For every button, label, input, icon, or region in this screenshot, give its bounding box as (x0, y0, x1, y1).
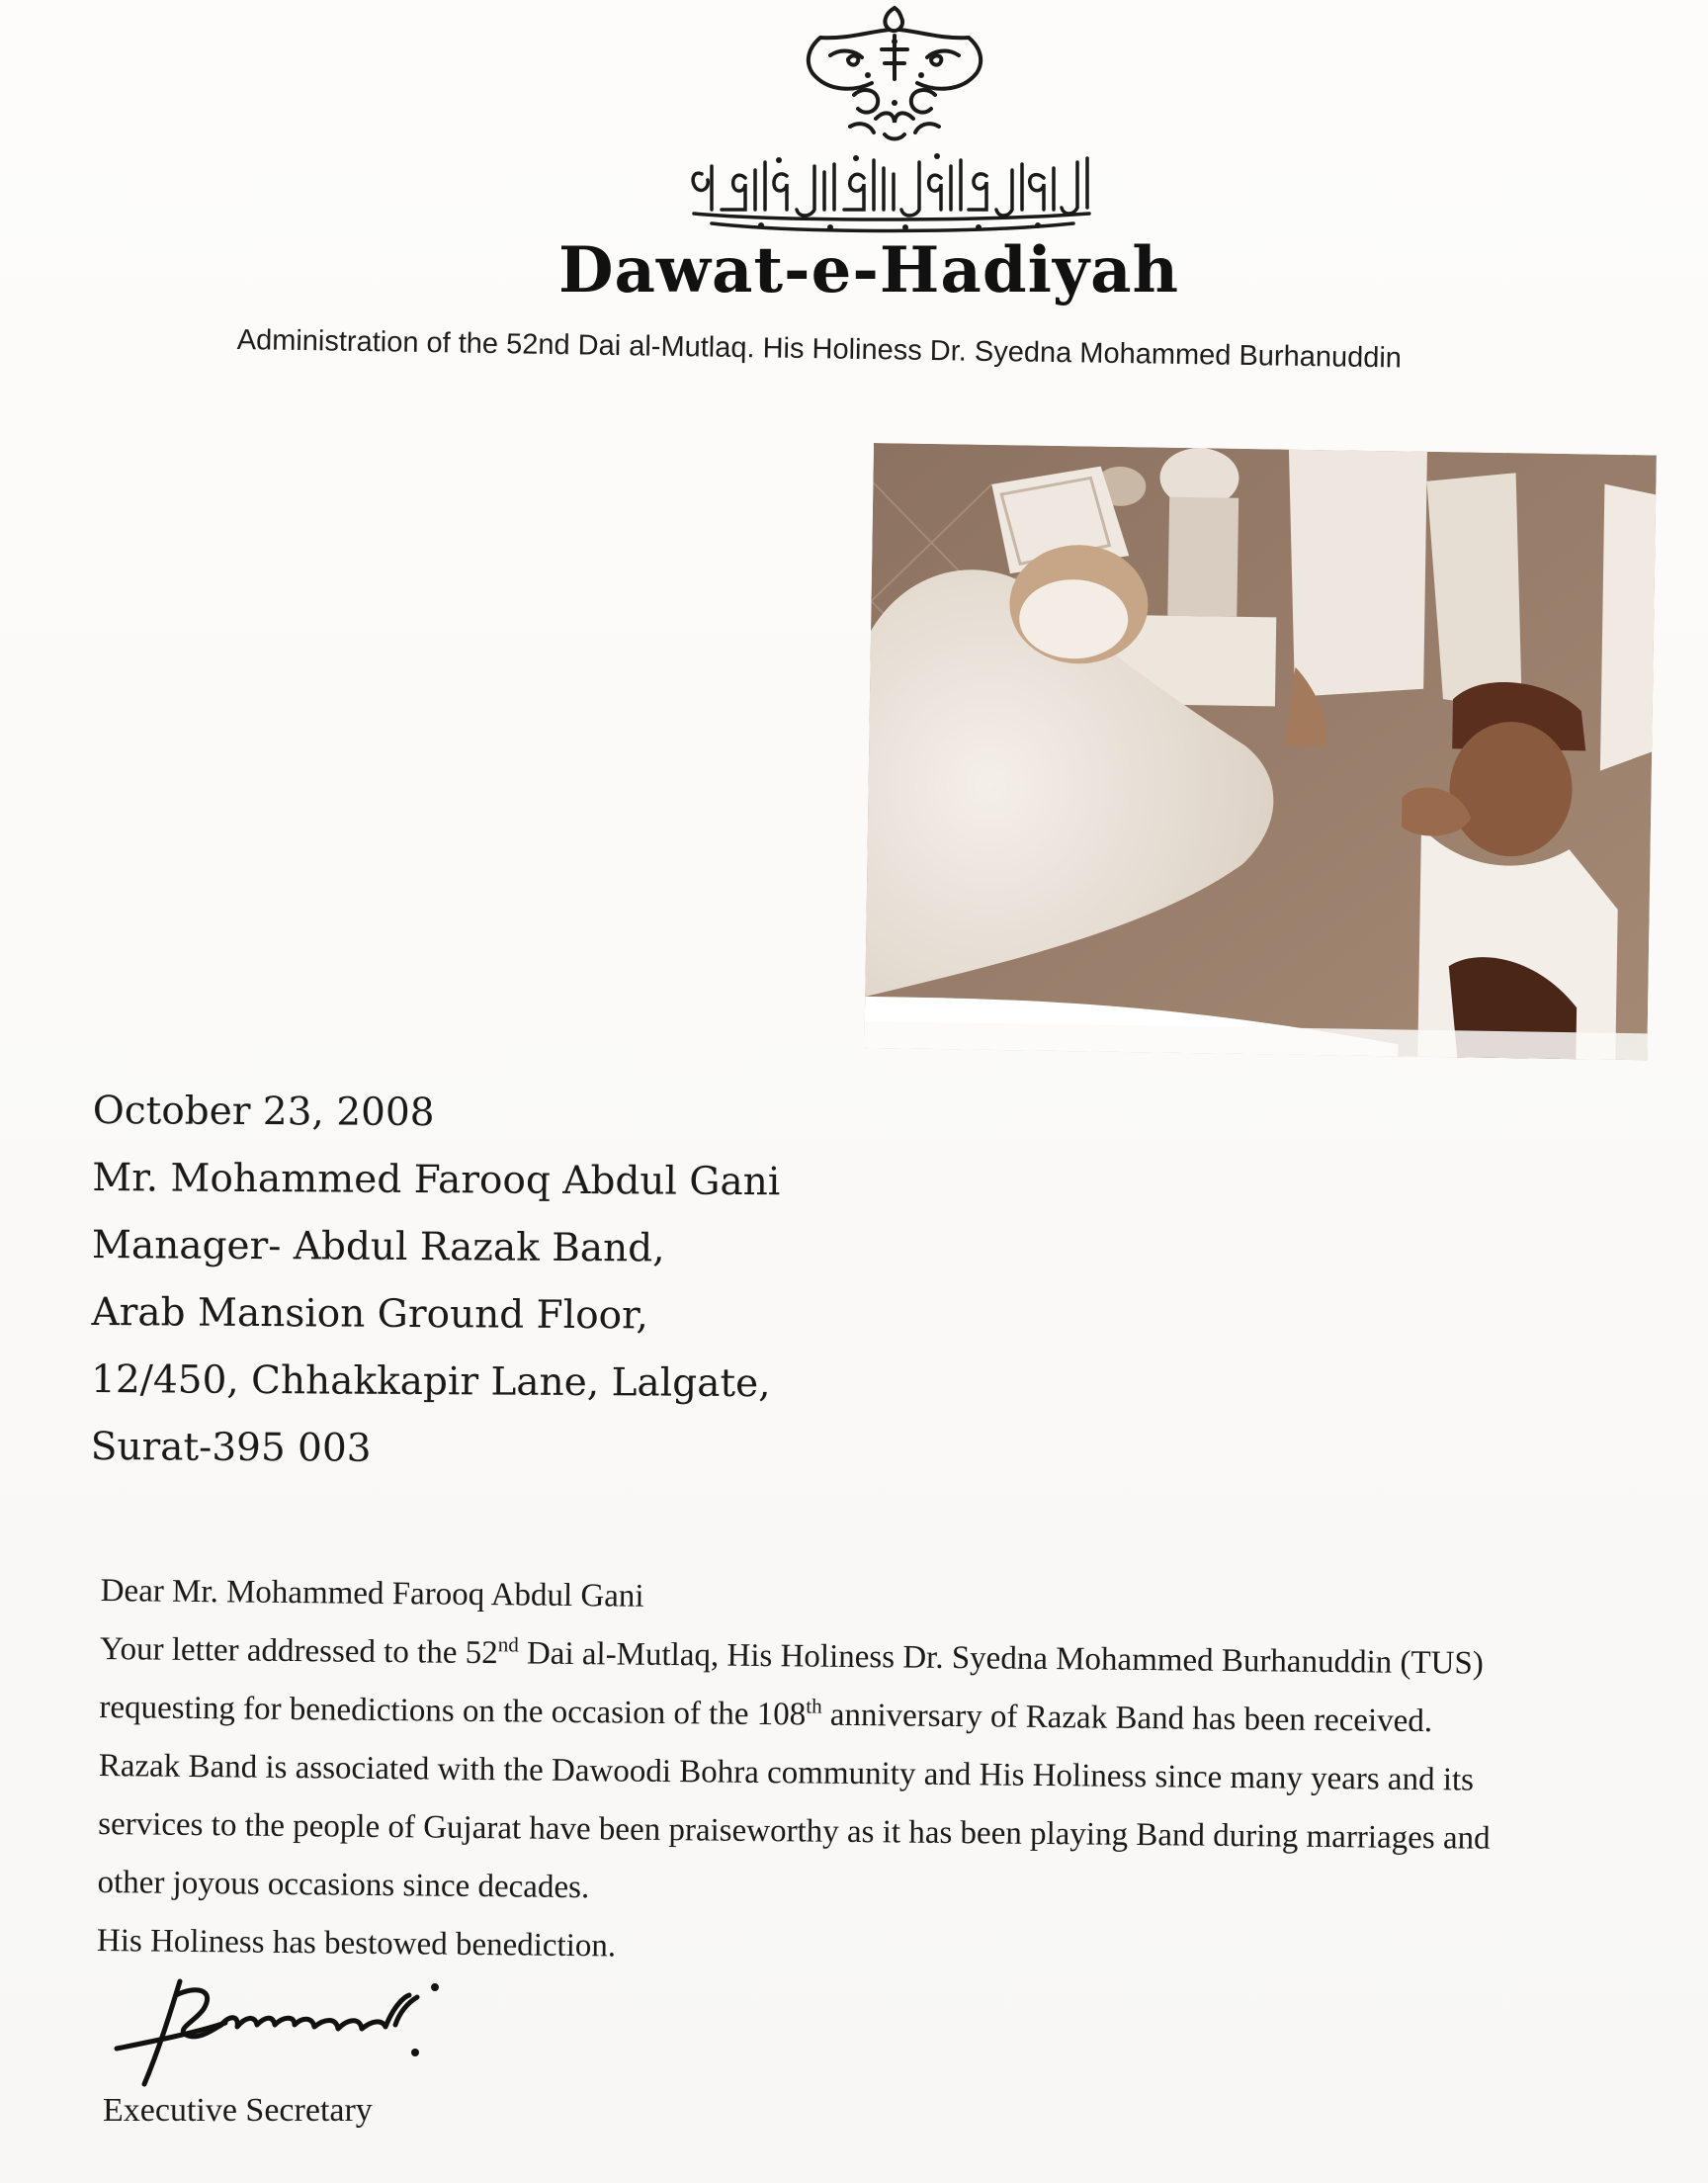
letter-body (97, 1562, 1682, 1987)
recipient-address-block (91, 1078, 781, 1485)
organization-title: Dawat-e-Hadiyah (557, 233, 1180, 307)
arabic-motto-calligraphy (682, 148, 1097, 242)
address-line: Mr. Mohammed Farooq Abdul Gani (92, 1155, 781, 1205)
letter-date: October 23, 2008 (92, 1088, 435, 1136)
emblem-logo (791, 0, 998, 148)
salutation: Dear Mr. Mohammed Farooq Abdul Gani (100, 1572, 644, 1615)
address-line: 12/450, Chhakkapir Lane, Lalgate, (90, 1356, 771, 1407)
body-line: requesting for benedictions on the occasion of the 108th anniversary of Razak Band has been received. (99, 1689, 1433, 1740)
signatory-designation: Executive Secretary (103, 2092, 373, 2129)
body-line: Razak Band is associated with the Dawoodi Bohra community and His Holiness since many years and its (98, 1747, 1475, 1798)
address-line: Arab Mansion Ground Floor, (91, 1289, 649, 1339)
body-line: services to the people of Gujarat have been praiseworthy as it has been playing Band during marriages and (98, 1805, 1491, 1857)
address-line: Surat-395 003 (90, 1424, 372, 1471)
photograph (864, 443, 1657, 1060)
organization-subtitle: Administration of the 52nd Dai al-Mutlaq. His Holiness Dr. Syedna Mohammed Burhanuddin (236, 324, 1403, 375)
body-line: Your letter addressed to the 52nd Dai al-Mutlaq, His Holiness Dr. Syedna Mohammed Burhanuddin (TUS) (99, 1630, 1484, 1682)
address-line: Manager- Abdul Razak Band, (91, 1222, 665, 1271)
body-line: other joyous occasions since decades. (97, 1864, 590, 1906)
signature (107, 1967, 482, 2096)
closing-line: His Holiness has bestowed benediction. (96, 1922, 617, 1965)
